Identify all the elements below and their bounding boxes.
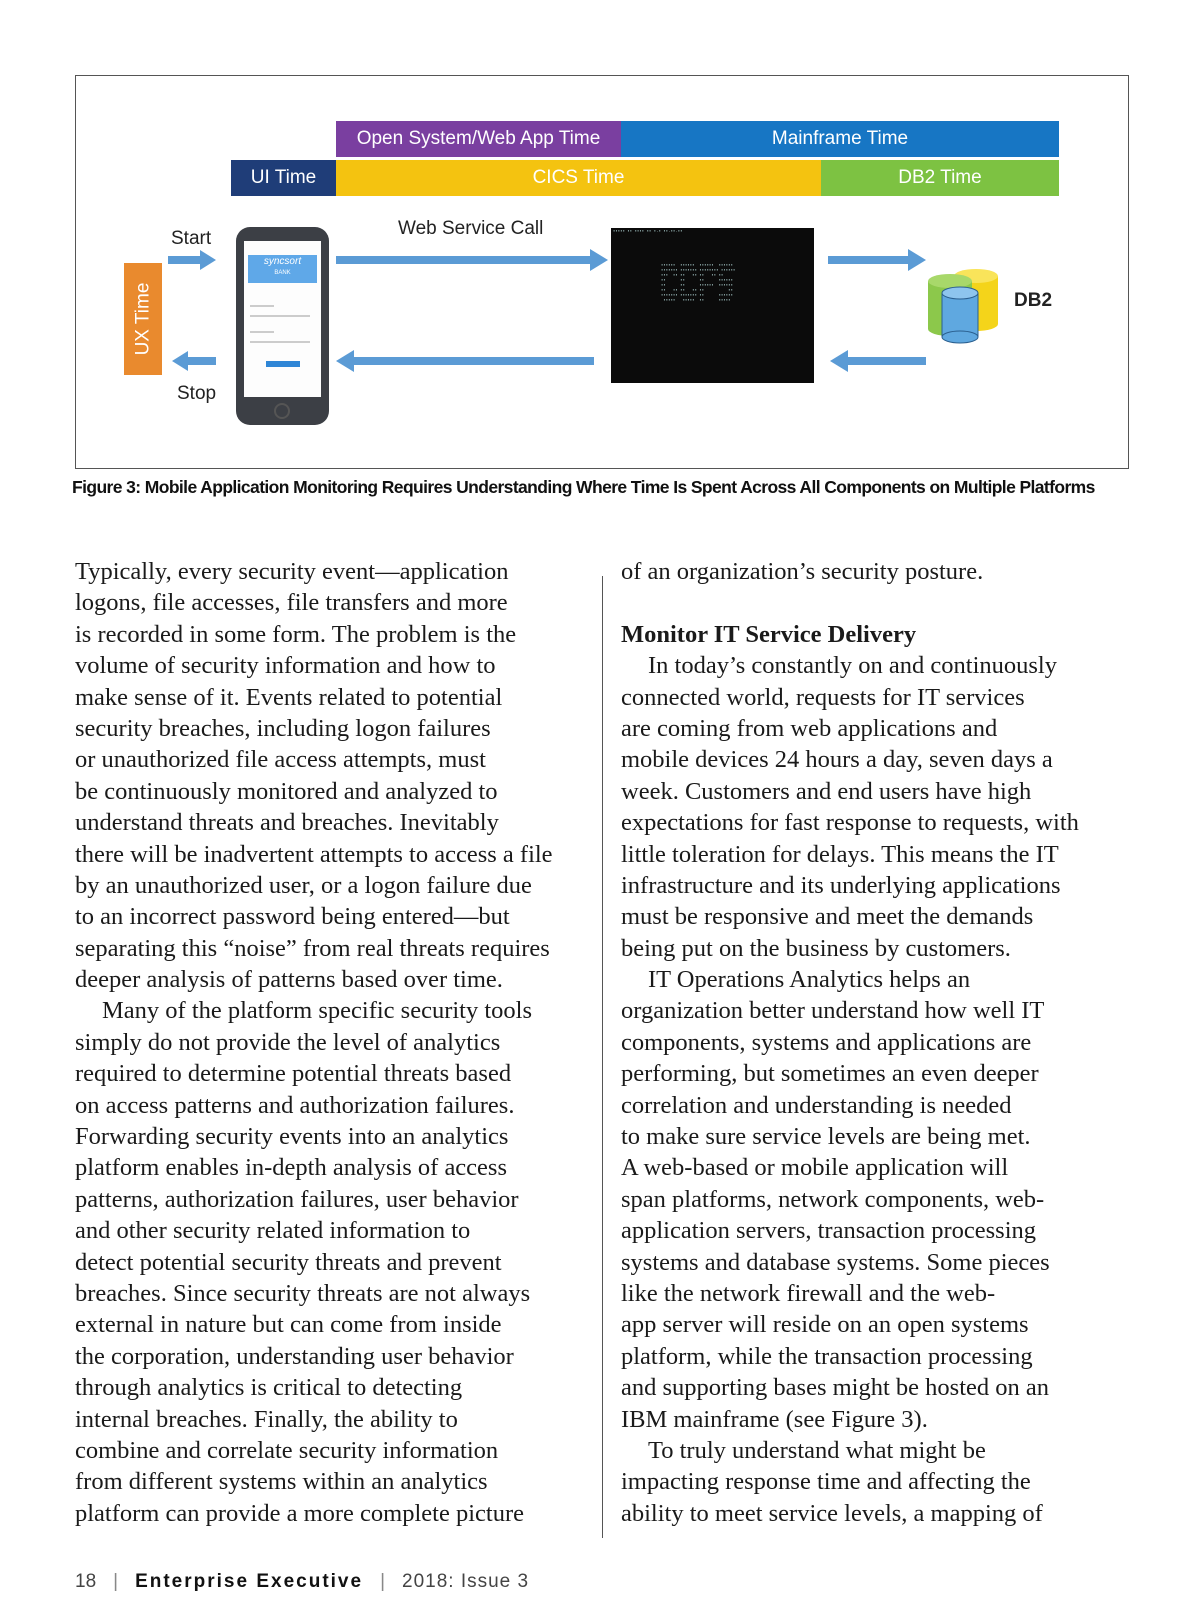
body-line: connected world, requests for IT services [621, 683, 1025, 711]
section-heading: Monitor IT Service Delivery [621, 620, 917, 648]
body-line: security breaches, including logon failures [75, 714, 491, 742]
web-service-call-label: Web Service Call [398, 218, 544, 239]
body-line: by an unauthorized user, or a logon failure due [75, 871, 532, 899]
body-line: volume of security information and how to [75, 652, 496, 680]
paragraph-spacer [621, 587, 1141, 618]
start-label: Start [171, 228, 212, 249]
body-line: performing, but sometimes an even deeper [621, 1060, 1039, 1088]
body-line: simply do not provide the level of analytics [75, 1028, 501, 1056]
body-line: impacting response time and affecting the [621, 1468, 1031, 1496]
body-line: span platforms, network components, web- [621, 1185, 1045, 1213]
footer-separator: | [113, 1571, 119, 1592]
body-line: the corporation, understanding user behavior [75, 1342, 514, 1370]
phone-brand-sub-label: BANK [274, 270, 291, 276]
body-line: Forwarding security events into an analytics [75, 1123, 509, 1151]
phone-home-button-icon [274, 403, 290, 419]
body-line: like the network firewall and the web- [621, 1279, 996, 1307]
right-column [621, 556, 1141, 1529]
left-column [75, 556, 585, 1529]
body-line: breaches. Since security threats are not always [75, 1279, 531, 1307]
body-line: systems and database systems. Some pieces [621, 1248, 1050, 1276]
body-line: there will be inadvertent attempts to access a file [75, 840, 553, 868]
db2-label: DB2 [1014, 290, 1053, 311]
issue-label: 2018: Issue 3 [402, 1571, 530, 1592]
body-line: expectations for fast response to requests, with [621, 809, 1079, 837]
body-line: detect potential security threats and prevent [75, 1248, 502, 1276]
phone-field-line [250, 315, 310, 317]
terminal-header-glyph: ▪▪▪▪▪ ▪▪ ▪▪▪▪ ▪▪ ▪.▪ ▪▪.▪▪.▪▪ [613, 230, 683, 234]
body-line: organization better understand how well IT [621, 997, 1045, 1025]
body-line: of an organization’s security posture. [621, 558, 984, 585]
body-line: Many of the platform specific security tools [102, 997, 532, 1025]
cics-time-label: CICS Time [532, 167, 625, 188]
body-line: must be responsive and meet the demands [621, 903, 1034, 931]
body-line: logons, file accesses, file transfers and more [75, 589, 508, 617]
body-line: are coming from web applications and [621, 714, 998, 742]
body-line: combine and correlate security information [75, 1436, 499, 1464]
body-line: deeper analysis of patterns based over time. [75, 966, 503, 994]
start-arrow-icon [168, 250, 216, 270]
body-line: external in nature but can come from inside [75, 1311, 502, 1339]
body-line: components, systems and applications are [621, 1028, 1032, 1056]
body-line: to an incorrect password being entered—but [75, 903, 510, 931]
body-line: required to determine potential threats based [75, 1060, 512, 1088]
body-line: ability to meet service levels, a mapping of [621, 1499, 1043, 1527]
body-line: through analytics is critical to detecting [75, 1374, 463, 1402]
footer-separator: | [380, 1571, 385, 1592]
body-line: is recorded in some form. The problem is the [75, 620, 517, 648]
mainframe-time-label: Mainframe Time [771, 128, 909, 149]
body-line: mobile devices 24 hours a day, seven days a [621, 746, 1053, 774]
body-line: being put on the business by customers. [621, 934, 1011, 962]
body-line: and supporting bases might be hosted on an [621, 1374, 1050, 1402]
column-divider [602, 576, 603, 1538]
page-footer [75, 1568, 529, 1596]
phone-app-banner [248, 255, 317, 283]
flow-arrows [76, 76, 1129, 469]
phone-login-button [266, 361, 300, 367]
figure-3 [75, 75, 1129, 469]
return-arrow-icon [336, 350, 594, 372]
mainframe-terminal-icon [611, 228, 814, 383]
body-line: internal breaches. Finally, the ability to [75, 1405, 458, 1433]
body-line: understand threats and breaches. Inevitably [75, 809, 499, 837]
body-line: application servers, transaction processing [621, 1217, 1037, 1245]
phone-brand-label: syncsort [263, 256, 302, 267]
body-line: IBM mainframe (see Figure 3). [621, 1405, 928, 1433]
phone-field-line [250, 331, 274, 333]
publication-name: Enterprise Executive [135, 1571, 364, 1592]
phone-field-line [250, 341, 310, 343]
web-service-call-arrow-icon [336, 249, 608, 271]
stop-label: Stop [177, 383, 217, 404]
stop-arrow-icon [172, 351, 216, 371]
db2-request-arrow-icon [828, 249, 926, 271]
body-line: platform can provide a more complete picture [75, 1499, 524, 1527]
terminal-banner-glyph: ▪▪▪▪▪▪ ▪▪▪▪▪▪ ▪▪▪▪▪▪ ▪▪▪▪▪▪ ▪▪▪▪▪▪▪ ▪▪▪▪▪▪▪ ▪▪▪▪▪▪▪▪ ▪▪▪▪▪▪ ▪▪▪ ▪▪ ▪▪ ▪▪ ▪▪ ▪▪ ▪▪ ▪▪ ▪▪ ▪▪ ▪▪▪▪▪▪ ▪▪ ▪▪ ▪▪▪▪▪▪ ▪▪▪▪▪▪ ▪▪ ▪▪ ▪▪ ▪▪ ▪▪ ▪▪ ▪▪▪▪▪▪▪ ▪▪▪▪▪▪▪ ▪▪ ▪▪▪▪▪▪ ▪▪▪▪▪ ▪▪▪▪▪ ▪▪ ▪▪▪▪▪ [661, 264, 736, 303]
db2-time-label: DB2 Time [898, 167, 982, 188]
body-line: A web-based or mobile application will [621, 1154, 1009, 1182]
body-line: IT Operations Analytics helps an [648, 966, 971, 994]
db2-database-icon [928, 269, 998, 343]
body-line: correlation and understanding is needed [621, 1091, 1012, 1119]
body-line: and other security related information to [75, 1217, 471, 1245]
body-line: Typically, every security event—application [75, 558, 509, 585]
body-line: make sense of it. Events related to potential [75, 683, 503, 711]
body-line: be continuously monitored and analyzed to [75, 777, 498, 805]
body-line: infrastructure and its underlying applications [621, 871, 1061, 899]
ui-time-label: UI Time [250, 167, 317, 188]
body-line: In today’s constantly on and continuously [648, 652, 1057, 680]
body-line: little toleration for delays. This means the IT [621, 840, 1059, 868]
mobile-phone-icon [236, 227, 329, 425]
page-number: 18 [75, 1571, 97, 1592]
body-line: week. Customers and end users have high [621, 777, 1032, 805]
db2-response-arrow-icon [830, 350, 926, 372]
body-line: from different systems within an analytics [75, 1468, 488, 1496]
open-system-time-label: Open System/Web App Time [356, 128, 601, 149]
body-line: app server will reside on an open systems [621, 1311, 1029, 1339]
body-line: to make sure service levels are being met. [621, 1123, 1031, 1151]
body-line: platform, while the transaction processing [621, 1342, 1033, 1370]
body-line: To truly understand what might be [648, 1436, 986, 1464]
phone-screen [244, 241, 321, 397]
body-line: patterns, authorization failures, user behavior [75, 1185, 519, 1213]
body-line: separating this “noise” from real threats requires [75, 934, 550, 962]
body-line: or unauthorized file access attempts, must [75, 746, 486, 774]
figure-caption: Figure 3: Mobile Application Monitoring Requires Understanding Where Time Is Spent Across All Components on Multiple Platforms [72, 477, 1095, 497]
ux-time-label: UX Time [132, 282, 154, 356]
body-line: platform enables in-depth analysis of access [75, 1154, 508, 1182]
phone-field-line [250, 305, 274, 307]
body-line: on access patterns and authorization failures. [75, 1091, 515, 1119]
